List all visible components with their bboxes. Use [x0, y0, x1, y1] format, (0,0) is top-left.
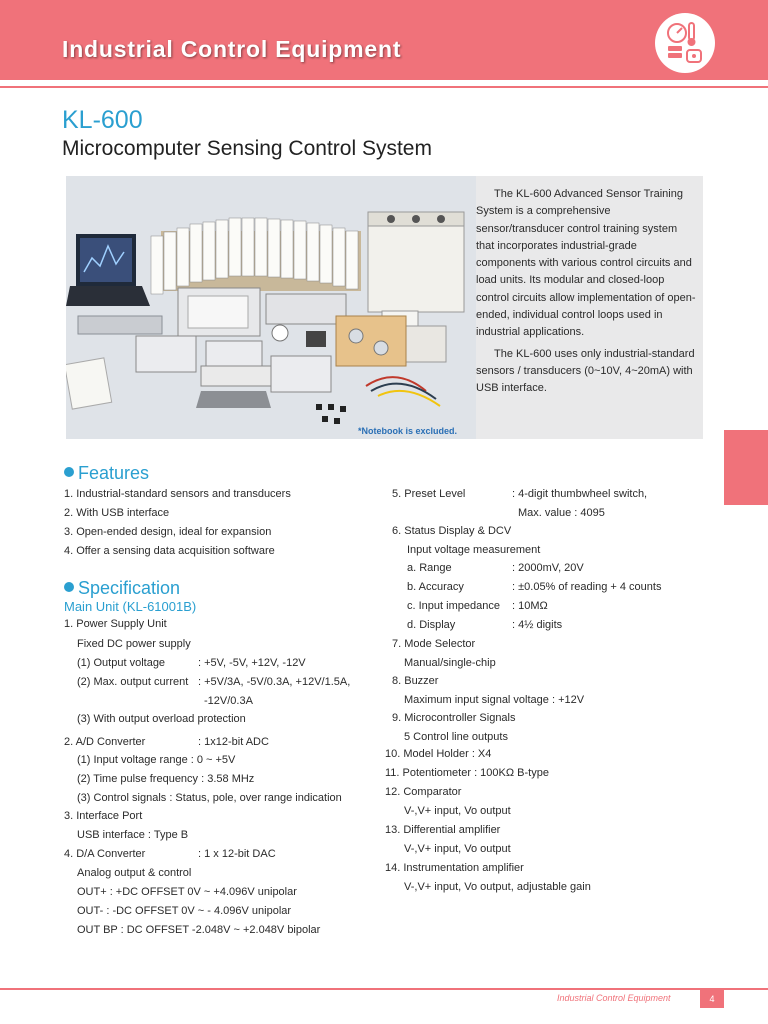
features-heading: Features	[64, 463, 149, 484]
product-code: KL-600	[62, 106, 143, 134]
spec-value: : 4-digit thumbwheel switch,	[512, 488, 648, 500]
spec-value: -12V/0.3A	[204, 695, 253, 707]
bullet-icon	[64, 582, 74, 592]
spec-line: 11. Potentiometer : 100KΩ B-type	[385, 767, 549, 779]
bullet-icon	[64, 467, 74, 477]
spec-value: : ±0.05% of reading + 4 counts	[512, 581, 662, 593]
spec-value: : +5V/3A, -5V/0.3A, +12V/1.5A,	[198, 676, 351, 688]
spec-line: Maximum input signal voltage : +12V	[404, 694, 585, 706]
intro-text	[476, 186, 696, 398]
spec-line: 6. Status Display & DCV	[392, 525, 512, 537]
spec-line: V-,V+ input, Vo output	[404, 805, 511, 817]
header-divider	[0, 86, 768, 88]
feature-item: 1. Industrial-standard sensors and transducers	[64, 488, 291, 500]
page-title: Industrial Control Equipment	[62, 36, 402, 62]
section-tab	[724, 430, 768, 505]
main-unit-heading: Main Unit (KL-61001B)	[64, 599, 197, 614]
footer-title: Industrial Control Equipment	[557, 993, 671, 1003]
spec-line: 2. A/D Converter	[64, 736, 146, 748]
intro-paragraph-2: The KL-600 uses only industrial-standard sensors / transducers (0~10V, 4~20mA) with USB interface.	[476, 347, 695, 395]
spec-value: : 2000mV, 20V	[512, 562, 584, 574]
spec-line: V-,V+ input, Vo output	[404, 843, 511, 855]
spec-line: (2) Time pulse frequency : 3.58 MHz	[77, 773, 255, 785]
spec-line: (1) Output voltage	[77, 657, 166, 669]
spec-line: 3. Interface Port	[64, 810, 143, 822]
spec-line: USB interface : Type B	[77, 829, 189, 841]
spec-line: d. Display	[407, 619, 456, 631]
spec-line: OUT BP : DC OFFSET -2.048V ~ +2.048V bipolar	[77, 924, 321, 936]
spec-line: c. Input impedance	[407, 600, 500, 612]
spec-value: Max. value : 4095	[518, 507, 605, 519]
spec-line: (3) With output overload protection	[77, 713, 246, 725]
spec-line: 5 Control line outputs	[404, 731, 508, 743]
spec-line: 13. Differential amplifier	[385, 824, 501, 836]
spec-line: 9. Microcontroller Signals	[392, 712, 516, 724]
spec-value: : 10MΩ	[512, 600, 548, 612]
spec-line: (1) Input voltage range : 0 ~ +5V	[77, 754, 236, 766]
spec-line: OUT+ : +DC OFFSET 0V ~ +4.096V unipolar	[77, 886, 297, 898]
spec-line: 10. Model Holder : X4	[385, 748, 492, 760]
product-name: Microcomputer Sensing Control System	[62, 137, 432, 160]
spec-line: 14. Instrumentation amplifier	[385, 862, 524, 874]
spec-value: : 1 x 12-bit DAC	[198, 848, 276, 860]
spec-line: (3) Control signals : Status, pole, over range indication	[77, 792, 342, 804]
spec-value: : +5V, -5V, +12V, -12V	[198, 657, 306, 669]
spec-line: Fixed DC power supply	[77, 638, 191, 650]
spec-line: (2) Max. output current	[77, 676, 189, 688]
instrument-gauge-icon	[655, 13, 715, 73]
spec-value: : 1x12-bit ADC	[198, 736, 269, 748]
spec-line: 4. D/A Converter	[64, 848, 146, 860]
footer-divider	[0, 988, 768, 990]
feature-item: 2. With USB interface	[64, 507, 170, 519]
intro-paragraph-1: The KL-600 Advanced Sensor Training System is a comprehensive sensor/transducer control training system that incorporates industrial-grade components with various control circuits and load units. Its modular and closed-loop control circuits allow implementation of open-ended, individual control loops used in industrial applications.	[476, 188, 696, 339]
spec-line: Analog output & control	[77, 867, 192, 879]
spec-line: 1. Power Supply Unit	[64, 618, 167, 630]
specification-heading: Specification	[64, 578, 180, 599]
spec-line: OUT- : -DC OFFSET 0V ~ - 4.096V unipolar	[77, 905, 292, 917]
spec-line: 5. Preset Level	[392, 488, 466, 500]
feature-item: 3. Open-ended design, ideal for expansion	[64, 526, 272, 538]
spec-line: V-,V+ input, Vo output, adjustable gain	[404, 881, 591, 893]
spec-line: b. Accuracy	[407, 581, 464, 593]
spec-line: 12. Comparator	[385, 786, 462, 798]
spec-line: 8. Buzzer	[392, 675, 439, 687]
feature-item: 4. Offer a sensing data acquisition software	[64, 545, 275, 557]
product-kit-photo	[66, 176, 476, 439]
spec-line: Manual/single-chip	[404, 657, 496, 669]
spec-line: a. Range	[407, 562, 452, 574]
spec-line: Input voltage measurement	[407, 544, 541, 556]
spec-value: : 4½ digits	[512, 619, 563, 631]
page-number: 4	[700, 990, 724, 1008]
photo-footnote: *Notebook is excluded.	[358, 426, 458, 436]
spec-line: 7. Mode Selector	[392, 638, 476, 650]
